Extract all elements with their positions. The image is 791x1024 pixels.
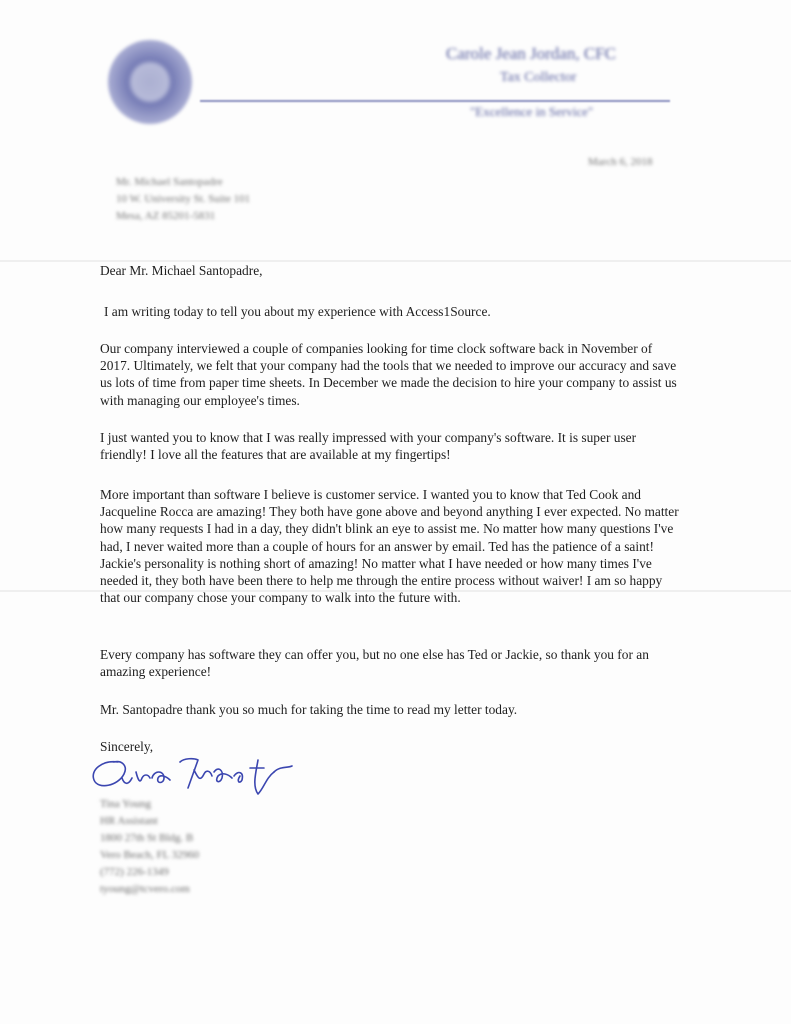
signer-title: HR Assistant	[100, 815, 158, 827]
signer-name: Tina Young	[100, 798, 151, 810]
paragraph-background: Our company interviewed a couple of companies looking for time clock software back in November of 2017. Ultimately, we felt that your company had the tools that we needed to improve our accuracy and save us lots of time from paper time sheets. In December we made the decision to hire your company to assist us with managing our employee's times.	[100, 341, 677, 408]
letterhead-slogan: "Excellence in Service"	[470, 104, 594, 119]
letterhead-name: Carole Jean Jordan, CFC	[446, 44, 616, 63]
paragraph-closing-note: Mr. Santopadre thank you so much for taking the time to read my letter today.	[100, 702, 518, 717]
paragraph-customer-service: More important than software I believe is customer service. I wanted you to know that Ted Cook and Jacqueline Rocca are amazing! They both have gone above and beyond anything I ever expected. No matter how many requests I had in a day, they didn't blink an eye to assist me. No matter how many questions I've had, I never waited more than a couple of hours for an answer by email. Ted has the patience of a saint! Jackie's personality is nothing short of amazing! No matter what I have needed or how many times I've needed it, they both have been there to help me through the entire process without waiver! I am so happy that our company chose your company to walk into the future with.	[100, 487, 679, 606]
handwritten-signature	[88, 748, 308, 798]
paragraph-intro: I am writing today to tell you about my experience with Access1Source.	[104, 304, 491, 319]
letterhead-title: Tax Collector	[500, 70, 577, 85]
signer-address-1: 1800 27th St Bldg. B	[100, 832, 194, 844]
recipient-address-1: 10 W. University St. Suite 101	[116, 193, 251, 205]
paragraph-thanks: Every company has software they can offer you, but no one else has Ted or Jackie, so thank you for an amazing experience!	[100, 647, 649, 680]
recipient-name: Mr. Michael Santopadre	[116, 176, 223, 188]
closing: Sincerely,	[100, 739, 154, 754]
recipient-address-2: Mesa, AZ 85201-5831	[116, 210, 216, 222]
signer-phone: (772) 226-1349	[100, 866, 169, 878]
salutation: Dear Mr. Michael Santopadre,	[100, 263, 263, 278]
letter-date: March 6, 2018	[588, 156, 653, 168]
signer-address-2: Vero Beach, FL 32960	[100, 849, 200, 861]
letterhead-rule	[200, 100, 670, 102]
seal-center	[130, 62, 170, 102]
signer-email: tyoung@tcvero.com	[100, 883, 190, 895]
paragraph-software: I just wanted you to know that I was really impressed with your company's software. It is super user friendly! I love all the features that are available at my fingertips!	[100, 430, 637, 463]
